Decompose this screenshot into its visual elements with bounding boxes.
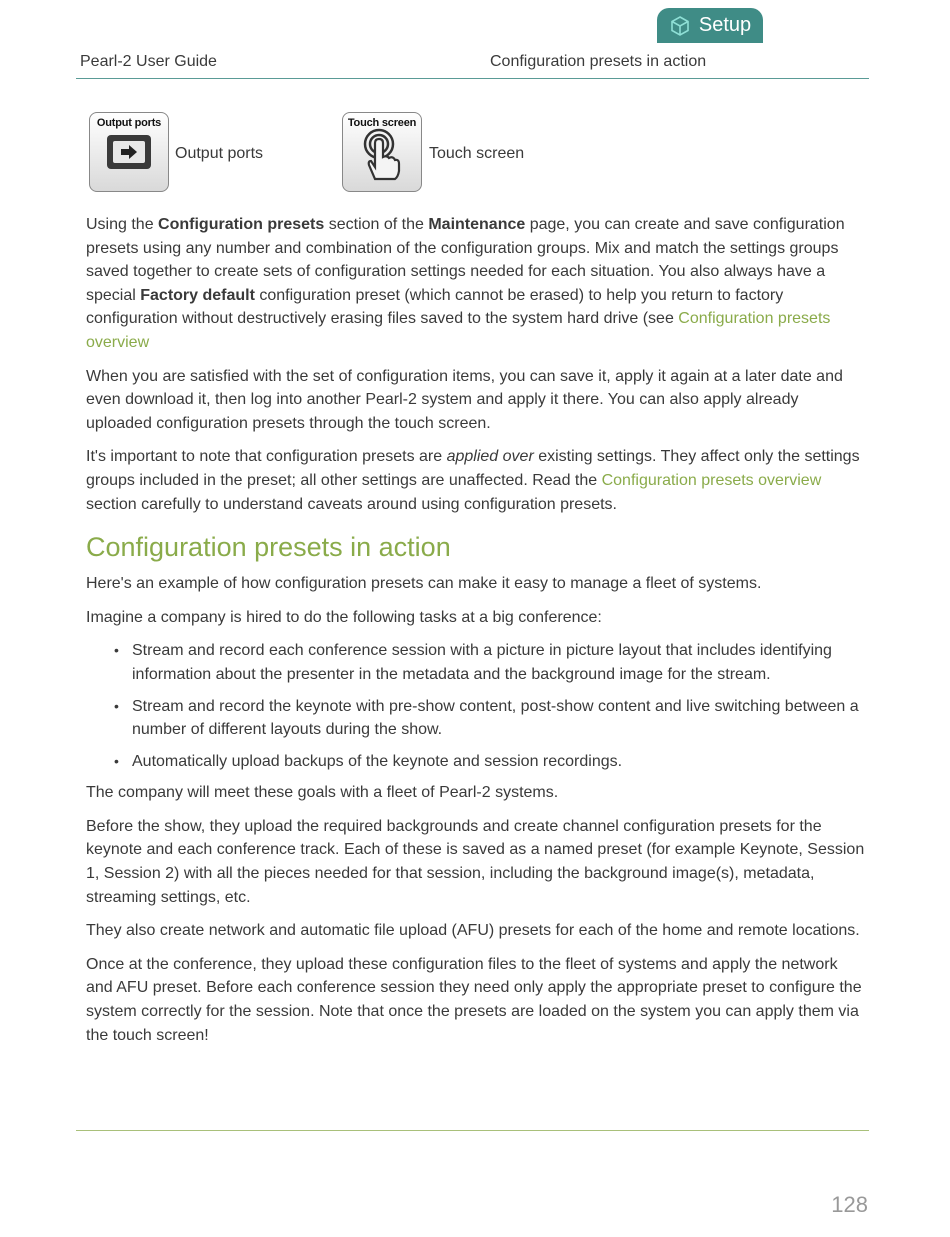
tasks-list bbox=[86, 639, 866, 773]
touch-screen-caption: Touch screen bbox=[347, 117, 417, 129]
section-heading: Configuration presets in action bbox=[86, 532, 451, 563]
output-ports-button bbox=[89, 112, 169, 192]
network-afu-paragraph: They also create network and automatic file upload (AFU) presets for each of the home and remote locations. bbox=[86, 922, 860, 940]
output-ports-label: Output ports bbox=[175, 145, 264, 162]
configuration-presets-term: Configuration presets bbox=[158, 216, 325, 233]
at-conference-paragraph: Once at the conference, they upload these configuration files to the fleet of systems and apply the network and AFU preset. Before each conference session they need only apply the appropriate preset to configure the system correctly for the session. Note that once the presets are loaded on the system you can apply them via the touch screen! bbox=[86, 955, 862, 1044]
header-guide-title: Pearl-2 User Guide bbox=[80, 53, 217, 70]
output-arrow-icon bbox=[105, 133, 153, 173]
header-section-title: Configuration presets in action bbox=[490, 53, 707, 70]
configuration-presets-overview-link-2[interactable]: Configuration presets overview bbox=[601, 471, 822, 489]
maintenance-term: Maintenance bbox=[428, 216, 526, 233]
applied-over-term: applied over bbox=[446, 448, 534, 466]
before-show-paragraph: Before the show, they upload the required backgrounds and create channel configuration presets for the keynote and each conference track. Each of these is saved as a named preset (for example Keynote, Session 1, Session 2) with all the pieces needed for that session, including the background image(s), metadata, streaming settings, etc. bbox=[86, 817, 865, 906]
setup-tab[interactable] bbox=[657, 8, 763, 43]
header-divider bbox=[76, 78, 869, 79]
save-apply-paragraph: When you are satisfied with the set of configuration items, you can save it, apply it again at a later date and even download it, then log into another Pearl-2 system and apply it there. You can also apply already uploaded configuration presets through the touch screen. bbox=[86, 367, 843, 432]
tab-label: Setup bbox=[698, 14, 752, 36]
output-ports-caption: Output ports bbox=[96, 117, 162, 129]
main-content bbox=[86, 213, 866, 1057]
list-item: • Automatically upload backups of the keynote and session recordings. bbox=[132, 750, 866, 774]
list-item: • Stream and record the keynote with pre-show content, post-show content and live switching between a number of different layouts during the show. bbox=[132, 695, 866, 742]
factory-default-term: Factory default bbox=[140, 286, 255, 304]
page-number: 128 bbox=[831, 1192, 868, 1217]
intro-paragraph: Using the Configuration presets section of the Maintenance page, you can create and save configuration presets using any number and combination of the configuration groups. Mix and match the settings groups saved together to create sets of configuration settings needed for each situation. You also always have a special Factory default configuration preset (which cannot be erased) to help you return to factory configuration without destructively erasing files saved to the system hard drive (see Configuration presets overview bbox=[86, 216, 845, 351]
tasks-intro-paragraph: Imagine a company is hired to do the following tasks at a big conference: bbox=[86, 608, 602, 626]
touch-hand-icon bbox=[357, 127, 407, 185]
list-item: • Stream and record each conference session with a picture in picture layout that includes identifying information about the presenter in the metadata and the background image for the stream. bbox=[132, 639, 866, 686]
applied-over-paragraph: It's important to note that configuration presets are applied over existing settings. They affect only the settings groups included in the preset; all other settings are unaffected. Read the Configuration presets overview section carefully to understand caveats around using configuration presets. bbox=[86, 448, 860, 513]
configuration-presets-overview-link[interactable]: Configuration presets overview bbox=[86, 310, 831, 351]
example-intro-paragraph: Here's an example of how configuration presets can make it easy to manage a fleet of systems. bbox=[86, 575, 762, 593]
cube-icon bbox=[669, 15, 691, 37]
footer-divider bbox=[76, 1130, 869, 1131]
touch-screen-button bbox=[342, 112, 422, 192]
touch-screen-label: Touch screen bbox=[429, 145, 525, 162]
fleet-paragraph: The company will meet these goals with a fleet of Pearl-2 systems. bbox=[86, 784, 559, 802]
